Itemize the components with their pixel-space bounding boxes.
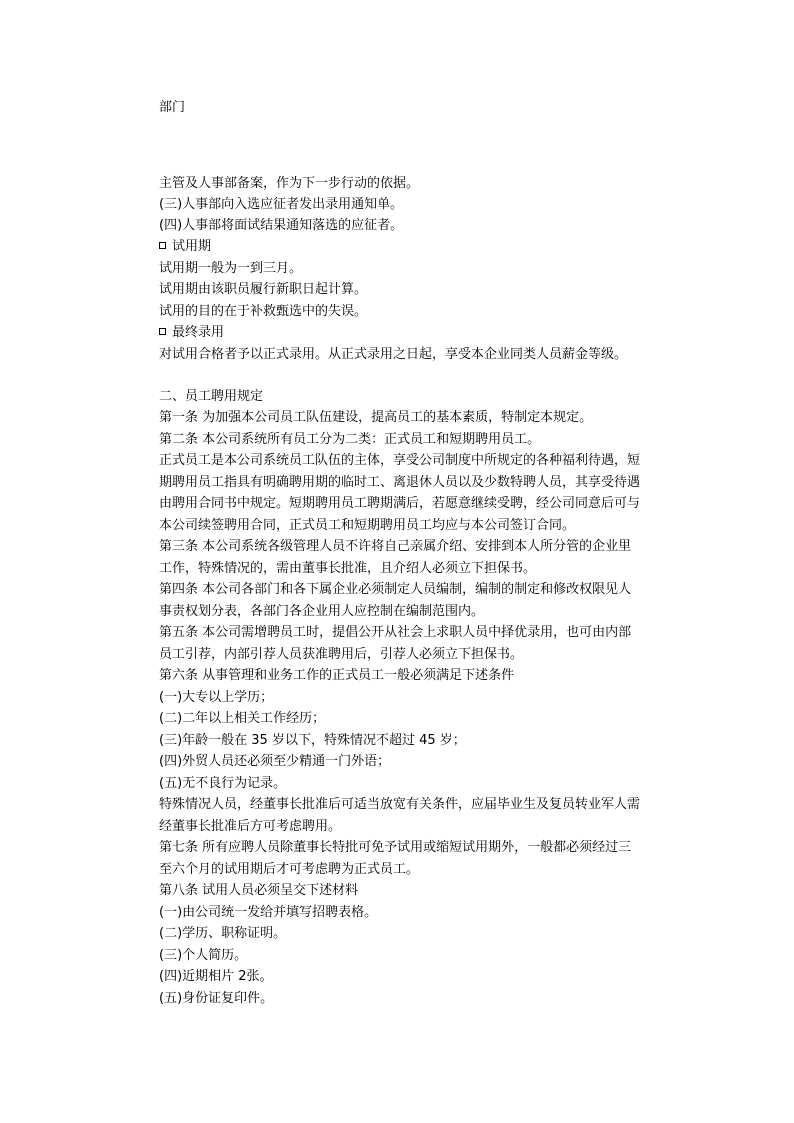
- text-line: (一)由公司统一发给并填写招聘表格。: [159, 905, 378, 920]
- text-line: 正式员工是本公司系统员工队伍的主体，享受公司制度中所规定的各种福利待遇，短: [159, 453, 641, 468]
- text-line: 员工引荐，内部引荐人员获准聘用后，引荐人必须立下担保书。: [159, 647, 524, 662]
- text-line: (三)个人简历。: [159, 948, 248, 963]
- square-bullet-icon: [159, 242, 166, 249]
- text-line: (四)人事部将面试结果通知落选的应征者。: [159, 218, 404, 233]
- text-line: 工作，特殊情况的，需由董事长批准，且介绍人必须立下担保书。: [159, 561, 537, 576]
- text-line: 主管及人事部备案，作为下一步行动的依据。: [159, 176, 420, 191]
- text-line: 本公司续签聘用合同，正式员工和短期聘用员工均应与本公司签订合同。: [159, 518, 576, 533]
- text-line: 对试用合格者予以正式录用。从正式录用之日起，享受本企业同类人员薪金等级。: [159, 347, 628, 362]
- text-line: (四)近期相片 2张。: [159, 969, 273, 984]
- dept-header: 部门: [159, 100, 186, 115]
- text-line: (三)年龄一般在 35 岁以下，特殊情况不超过 45 岁；: [159, 733, 466, 748]
- text-line: 特殊情况人员，经董事长批准后可适当放宽有关条件，应届毕业生及复员转业军人需: [159, 797, 641, 812]
- text-line: (二)学历、职称证明。: [159, 926, 287, 941]
- text-line: 试用期一般为一到三月。: [159, 261, 303, 276]
- text-line: 第六条 从事管理和业务工作的正式员工一般必须满足下述条件: [159, 668, 515, 683]
- probation-heading: [159, 239, 211, 255]
- text-line: 至六个月的试用期后才可考虑聘为正式员工。: [159, 862, 420, 877]
- text-line: (五)身份证复印件。: [159, 991, 274, 1006]
- text-line: (三)人事部向入选应征者发出录用通知单。: [159, 197, 404, 212]
- text-line: 第一条 为加强本公司员工队伍建设，提高员工的基本素质，特制定本规定。: [159, 410, 593, 425]
- text-line: (五)无不良行为记录。: [159, 776, 287, 791]
- square-bullet-icon: [159, 328, 166, 335]
- final-hiring-heading: [159, 325, 224, 341]
- text-line: 事责权划分表，各部门各企业用人应控制在编制范围内。: [159, 604, 485, 619]
- text-line: 试用的目的在于补救甄选中的失误。: [159, 304, 368, 319]
- section-title: 二、员工聘用规定: [159, 389, 264, 404]
- text-line: 期聘用员工指具有明确聘用期的临时工、离退休人员以及少数特聘人员，其享受待遇: [159, 475, 641, 490]
- text-line: (四)外贸人员还必须至少精通一门外语；: [159, 754, 391, 769]
- text-line: 经董事长批准后方可考虑聘用。: [159, 819, 342, 834]
- final-hiring-heading-text: 最终录用: [172, 325, 225, 340]
- text-line: 第三条 本公司系统各级管理人员不许将自己亲属介绍、安排到本人所分管的企业里: [159, 539, 632, 554]
- text-line: (一)大专以上学历；: [159, 690, 274, 705]
- text-line: 试用期由该职员履行新职日起计算。: [159, 282, 368, 297]
- text-line: 由聘用合同书中规定。短期聘用员工聘期满后，若愿意继续受聘，经公司同意后可与: [159, 496, 641, 511]
- text-line: (二)二年以上相关工作经历；: [159, 711, 326, 726]
- text-line: 第八条 试用人员必须呈交下述材料: [159, 883, 359, 898]
- text-line: 第四条 本公司各部门和各下属企业必须制定人员编制，编制的制定和修改权限见人: [159, 582, 632, 597]
- text-line: 第五条 本公司需增聘员工时，提倡公开从社会上求职人员中择优录用，也可由内部: [159, 625, 632, 640]
- probation-heading-text: 试用期: [172, 239, 212, 254]
- text-line: 第二条 本公司系统所有员工分为二类：正式员工和短期聘用员工。: [159, 432, 541, 447]
- text-line: 第七条 所有应聘人员除董事长特批可免予试用或缩短试用期外，一般都必须经过三: [159, 840, 632, 855]
